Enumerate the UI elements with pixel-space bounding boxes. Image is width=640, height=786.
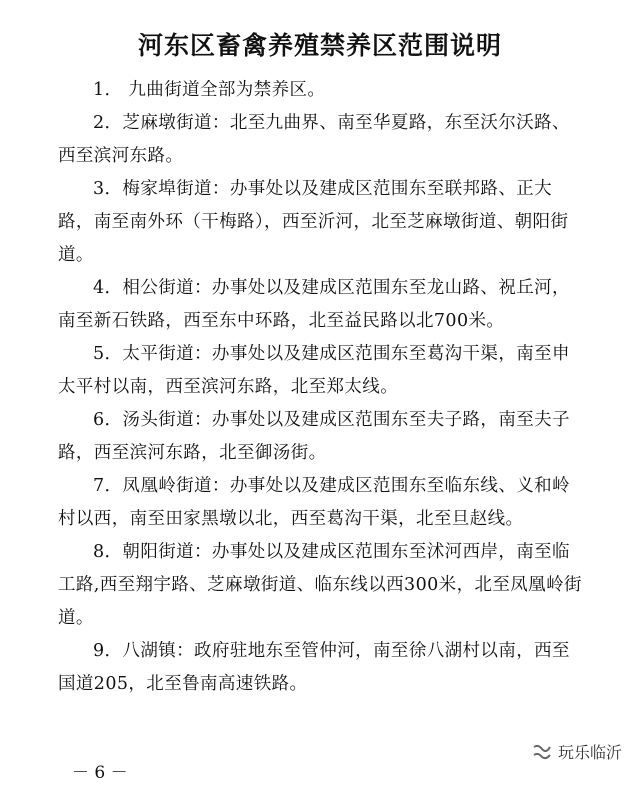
wechat-channel-icon xyxy=(532,743,552,761)
page-title: 河东区畜禽养殖禁养区范围说明 xyxy=(137,31,502,60)
paragraph-6: 6．汤头街道：办事处以及建成区范围东至夫子路，南至夫子路，西至滨河东路，北至御汤街。 xyxy=(58,410,570,463)
paragraph-1: 1． 九曲街道全部为禁养区。 xyxy=(93,80,326,100)
paragraph-2: 2．芝麻墩街道：北至九曲界、南至华夏路，东至沃尔沃路、西至滨河东路。 xyxy=(58,113,570,166)
paragraph-5: 5．太平街道：办事处以及建成区范围东至葛沟干渠，南至申太平村以南，西至滨河东路，北至郑太线。 xyxy=(58,344,570,397)
page-number: － 6 － xyxy=(72,763,128,783)
paragraph-4: 4．相公街道：办事处以及建成区范围东至龙山路、祝丘河，南至新石铁路，西至东中环路，北至益民路以北700米。 xyxy=(58,278,570,331)
paragraph-8: 8．朝阳街道：办事处以及建成区范围东至沭河西岸，南至临工路,西至翔宇路、芝麻墩街道、临东线以西300米，北至凤凰岭街道。 xyxy=(58,542,582,628)
paragraph-9: 9．八湖镇：政府驻地东至管仲河，南至徐八湖村以南，西至国道205，北至鲁南高速铁路。 xyxy=(58,641,570,694)
paragraph-3: 3．梅家埠街道：办事处以及建成区范围东至联邦路、正大路，南至南外环（干梅路），西至沂河，北至芝麻墩街道、朝阳街道。 xyxy=(58,179,569,265)
watermark-text: 玩乐临沂 xyxy=(557,743,622,762)
paragraph-7: 7．凤凰岭街道：办事处以及建成区范围东至临东线、义和岭村以西，南至田家黑墩以北，西至葛沟干渠，北至旦赵线。 xyxy=(58,476,570,529)
document-body xyxy=(58,74,586,701)
watermark xyxy=(532,740,622,763)
